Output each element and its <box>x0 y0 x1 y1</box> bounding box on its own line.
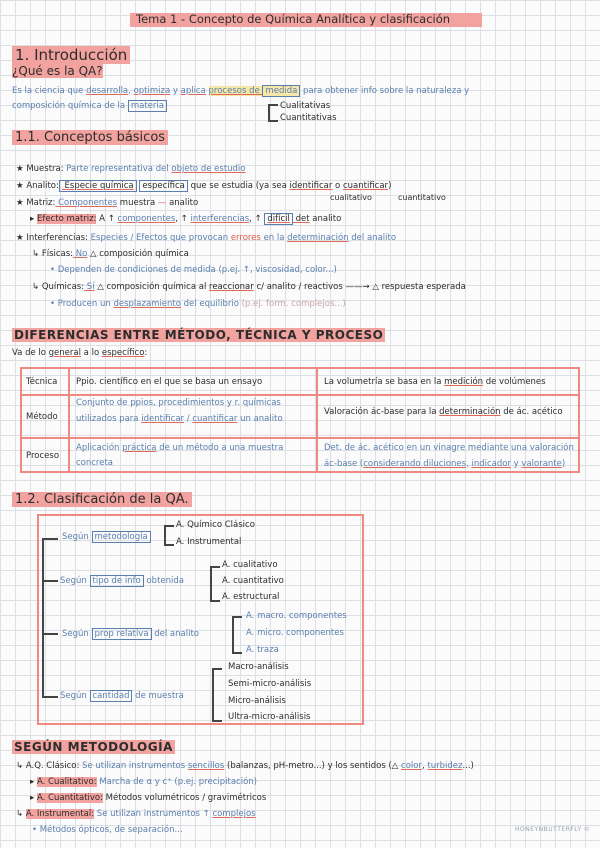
section-heading-diferencias: DIFERENCIAS ENTRE MÉTODO, TÉCNICA Y PROCESO <box>14 328 384 342</box>
interf-quimicas-detail: • Producen un desplazamiento del equilibrio (p.ej. form. complejos...) <box>50 299 346 309</box>
met-instrumental: ↳ A. Instrumental: Se utilizan instrumentos ↑ complejos <box>16 809 256 819</box>
section-heading-conceptos: 1.1. Conceptos básicos <box>12 130 168 145</box>
item-cuantitativo: A. cuantitativo <box>222 576 284 586</box>
concept-analito: ★ Analito: Especie química específica que se estudia (ya sea identificar o cuantificar) <box>16 181 392 191</box>
bracket-metodologia <box>164 525 174 546</box>
row-ex-proceso-1: Det. de ác. acético en un vinagre mediante una valoración <box>324 443 574 453</box>
table-divider <box>20 437 580 439</box>
item-macro-componentes: A. macro. componentes <box>246 611 347 621</box>
group-prop-relativa: Según prop relativa del analito <box>62 629 199 639</box>
interf-fisicas: ↳ Físicas: No △ composición química <box>32 249 189 259</box>
item-ultra-micro: Ultra-micro-análisis <box>228 712 311 722</box>
watermark: HONEYNBUTTERFLY © <box>515 826 591 833</box>
intro-line-2: composición química de la materia <box>12 101 167 111</box>
page-title: Tema 1 - Concepto de Química Analítica y clasificación <box>136 12 451 26</box>
item-cualitativo: A. cualitativo <box>222 560 278 570</box>
tree-spine <box>42 538 44 698</box>
interf-quimicas: ↳ Químicas: Sí △ composición química al reaccionar c/ analito / reactivos ——→ △ respuesta esperada <box>32 282 466 292</box>
tree-connector <box>42 696 58 698</box>
met-aq-clasico: ↳ A.Q. Clásico: Se utilizan instrumentos sencillos (balanzas, pH-metro...) y los sentidos (△ color, turbidez...) <box>16 761 474 771</box>
intro-bracket <box>268 104 278 122</box>
diferencias-intro: Va de lo general a lo específico: <box>12 348 148 358</box>
branch-cualitativas: Cualitativas <box>280 101 331 111</box>
row-label-tecnica: Técnica <box>26 377 58 387</box>
table-divider <box>68 367 70 473</box>
row-def-proceso-1: Aplicación práctica de un método a una muestra <box>76 443 284 453</box>
row-ex-proceso-2: ác-base (considerando diluciones, indicador y valorante) <box>324 459 566 469</box>
concept-muestra: ★ Muestra: Parte representativa del objeto de estudio <box>16 164 246 174</box>
tree-connector <box>42 538 58 540</box>
item-estructural: A. estructural <box>222 592 280 602</box>
item-aq-clasico: A. Químico Clásico <box>176 520 255 530</box>
item-micro-analisis: Micro-análisis <box>228 696 286 706</box>
section-heading-metodologia: SEGÚN METODOLOGÍA <box>14 740 173 754</box>
analito-sub-cuantitativo: cuantitativo <box>398 193 446 202</box>
row-label-proceso: Proceso <box>26 451 60 461</box>
bracket-tipo-info <box>210 566 220 602</box>
bracket-prop-relativa <box>232 616 242 654</box>
table-divider <box>316 367 318 473</box>
row-def-metodo-2: utilizados para identificar / cuantificar un analito <box>76 414 283 424</box>
met-cualitativo: ▸ A. Cualitativo: Marcha de α y c⁺ (p.ej. precipitación) <box>30 777 257 787</box>
group-tipo-info: Según tipo de info obtenida <box>60 576 184 586</box>
item-micro-componentes: A. micro. componentes <box>246 628 344 638</box>
intro-line-1: Es la ciencia que desarrolla, optimiza y aplica procesos de medida para obtener info sobre la naturaleza y <box>12 86 470 96</box>
row-label-metodo: Método <box>26 412 58 422</box>
tree-connector <box>42 580 58 582</box>
row-ex-metodo: Valoración ác-base para la determinación de ác. acético <box>324 407 563 417</box>
row-def-proceso-2: concreta <box>76 458 114 468</box>
item-semi-micro: Semi-micro-análisis <box>228 679 312 689</box>
concept-interferencias: ★ Interferencias: Especies / Efectos que provocan errores en la determinación del analito <box>16 233 397 243</box>
row-def-tecnica: Ppio. científico en el que se basa un ensayo <box>76 377 263 387</box>
item-macro-analisis: Macro-análisis <box>228 662 289 672</box>
tree-connector <box>42 633 58 635</box>
section-heading-intro: 1. Introducción <box>12 46 130 64</box>
concept-matriz: ★ Matriz: Componentes muestra — analito <box>16 198 199 208</box>
concept-efecto-matriz: ▸ Efecto matriz: A ↑ componentes, ↑ interferencias, ↑ difícil det analito <box>30 214 342 224</box>
bracket-cantidad <box>212 668 222 722</box>
question-heading: ¿Qué es la QA? <box>12 64 103 78</box>
met-cuantitativo: ▸ A. Cuantitativo: Métodos volumétricos / gravimétricos <box>30 793 267 803</box>
group-metodologia: Según metodología <box>62 532 151 542</box>
table-divider <box>20 394 580 396</box>
row-def-metodo-1: Conjunto de ppios, procedimientos y r. químicas <box>76 398 281 408</box>
section-heading-clasificacion: 1.2. Clasificación de la QA. <box>12 492 192 507</box>
analito-sub-cualitativo: cualitativo <box>330 193 372 202</box>
interf-fisicas-detail: • Dependen de condiciones de medida (p.ej. ↑, viscosidad, color...) <box>50 265 337 275</box>
group-cantidad: Según cantidad de muestra <box>60 691 184 701</box>
item-a-instrumental: A. Instrumental <box>176 537 242 547</box>
item-traza: A. traza <box>246 645 279 655</box>
row-ex-tecnica: La volumetría se basa en la medición de volúmenes <box>324 377 546 387</box>
met-instrumental-detail: • Métodos ópticos, de separación... <box>32 825 183 835</box>
branch-cuantitativas: Cuantitativas <box>280 113 337 123</box>
